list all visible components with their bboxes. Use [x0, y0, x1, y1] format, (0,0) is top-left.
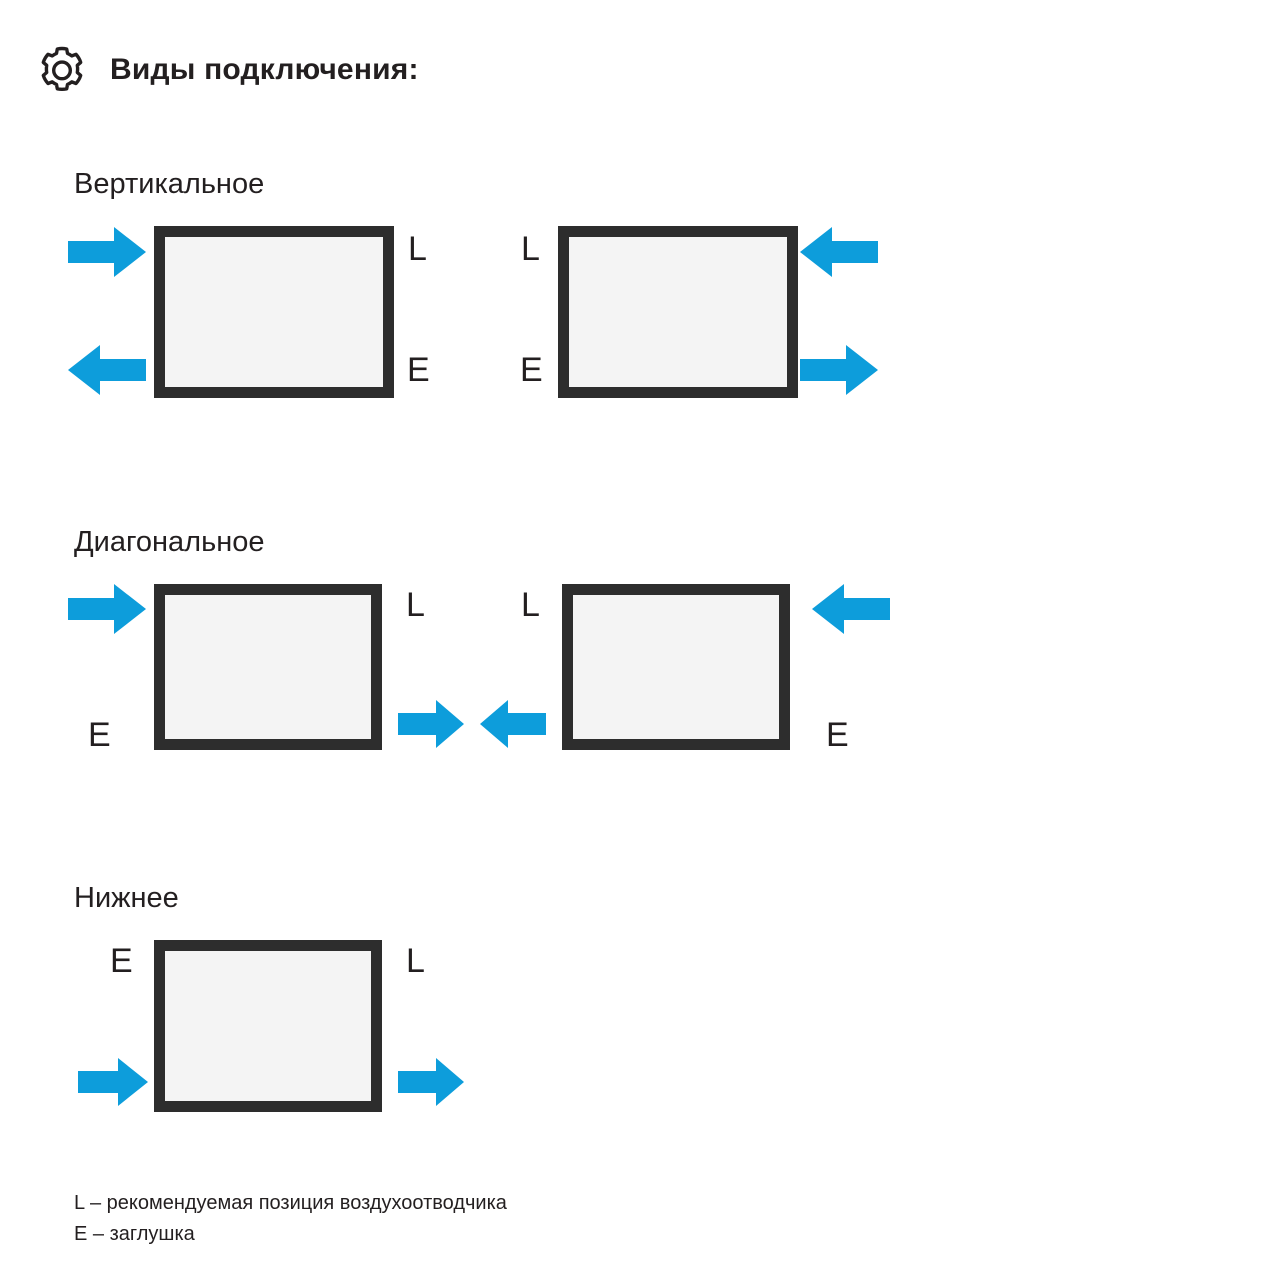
arrow-left-inlet-vertical-right — [800, 227, 878, 277]
label-diagonal-left-L: L — [406, 586, 425, 624]
legend-item-L: L – рекомендуемая позиция воздухоотводчика — [74, 1192, 507, 1214]
arrow-left-inlet-diagonal-right — [812, 584, 890, 634]
radiator-vertical-right — [558, 226, 798, 398]
arrow-left-outlet-vertical-left — [68, 345, 146, 395]
label-vertical-left-L: L — [408, 230, 427, 268]
page-title: Виды подключения: — [110, 53, 419, 86]
label-diagonal-left-E: E — [88, 716, 111, 754]
arrow-right-inlet-bottom — [78, 1058, 148, 1106]
label-diagonal-right-E: E — [826, 716, 849, 754]
label-bottom-L: L — [406, 942, 425, 980]
radiator-vertical-left — [154, 226, 394, 398]
arrow-right-inlet-vertical-left — [68, 227, 146, 277]
arrow-right-inlet-diagonal-left — [68, 584, 146, 634]
label-vertical-right-L: L — [521, 230, 540, 268]
label-diagonal-right-L: L — [521, 586, 540, 624]
arrow-right-outlet-vertical-right — [800, 345, 878, 395]
legend-item-E: E – заглушка — [74, 1223, 195, 1245]
section-title-diagonal: Диагональное — [74, 526, 265, 558]
page-header — [36, 44, 419, 96]
radiator-diagonal-left — [154, 584, 382, 750]
section-title-bottom: Нижнее — [74, 882, 179, 914]
label-bottom-E: E — [110, 942, 133, 980]
label-vertical-right-E: E — [520, 351, 543, 389]
gear-icon — [36, 44, 88, 96]
arrow-left-outlet-diagonal-right — [480, 700, 546, 748]
arrow-right-outlet-bottom — [398, 1058, 464, 1106]
radiator-bottom — [154, 940, 382, 1112]
section-title-vertical: Вертикальное — [74, 168, 265, 200]
radiator-diagonal-right — [562, 584, 790, 750]
legend — [74, 1188, 507, 1250]
label-vertical-left-E: E — [407, 351, 430, 389]
arrow-right-outlet-diagonal-left — [398, 700, 464, 748]
